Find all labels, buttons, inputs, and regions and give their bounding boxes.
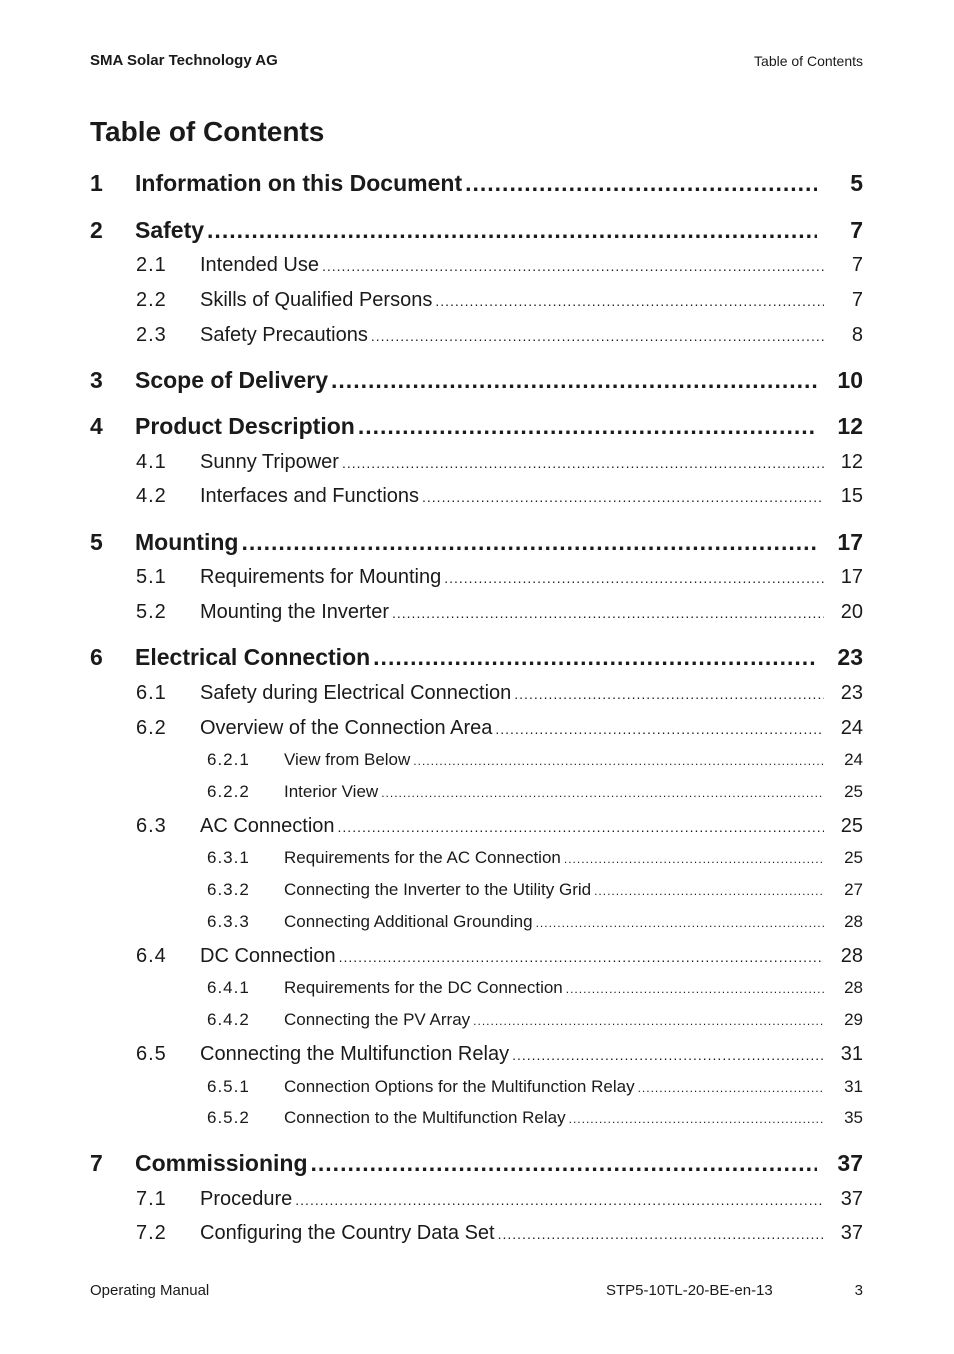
toc-entry-title: Mounting the Inverter (200, 601, 389, 623)
toc-entry-title: Sunny Tripower (200, 451, 339, 473)
toc-entry-title-wrap (200, 682, 824, 705)
toc-entry-number: 6.1 (136, 682, 167, 704)
toc-entry-title: Connecting the Multifunction Relay (200, 1043, 510, 1065)
toc-entry[interactable] (0, 254, 954, 280)
toc-entry-page: 27 (844, 880, 863, 899)
toc-entry-number: 7.1 (136, 1188, 167, 1210)
toc-entry-page: 7 (850, 217, 863, 243)
toc-entry-title-wrap (200, 815, 824, 838)
toc-entry-number: 5.2 (136, 601, 167, 623)
toc-entry-number: 4.1 (136, 451, 167, 473)
toc-leader-dots (512, 1047, 824, 1063)
toc-entry-title: Connection Options for the Multifunction Relay (284, 1077, 635, 1096)
toc-entry[interactable] (0, 289, 954, 315)
toc-entry-title-wrap (284, 1108, 824, 1128)
toc-entry[interactable] (0, 367, 954, 397)
toc-entry[interactable] (0, 880, 954, 902)
toc-entry-page: 7 (851, 254, 863, 276)
toc-entry-title-wrap (200, 945, 824, 968)
toc-entry-page: 12 (837, 413, 863, 439)
footer-page-number: 3 (854, 1282, 863, 1299)
toc-entry-title-wrap (200, 254, 824, 277)
toc-leader-dots (322, 258, 824, 274)
toc-entry-title-wrap (200, 566, 824, 589)
toc-entry-title: Information on this Document (135, 170, 463, 196)
toc-leader-dots (569, 1112, 824, 1126)
toc-leader-dots (495, 721, 824, 737)
toc-entry[interactable] (0, 912, 954, 934)
toc-entry-title: Interior View (284, 782, 379, 801)
toc-entry-title-wrap (284, 1010, 824, 1030)
toc-entry-number: 2.3 (136, 324, 167, 346)
toc-entry-page: 31 (840, 1043, 863, 1065)
toc-entry-page: 17 (840, 566, 863, 588)
page-title: Table of Contents (90, 116, 325, 147)
toc-entry[interactable] (0, 717, 954, 743)
toc-entry[interactable] (0, 848, 954, 870)
toc-entry-title: Safety (135, 217, 205, 243)
toc-leader-dots (514, 686, 824, 702)
toc-entry-title: Intended Use (200, 254, 319, 276)
toc-entry-page: 23 (837, 644, 863, 670)
toc-entry-number: 6.3.2 (207, 880, 250, 899)
toc-entry-title: DC Connection (200, 945, 336, 967)
toc-leader-dots (338, 819, 824, 835)
toc-entry-title-wrap (135, 367, 817, 394)
toc-entry-page: 20 (840, 601, 863, 623)
toc-entry[interactable] (0, 601, 954, 627)
toc-entry-title-wrap (284, 848, 824, 868)
toc-entry-title-wrap (284, 912, 824, 932)
toc-entry-number: 4 (90, 413, 103, 439)
toc-leader-dots (342, 455, 824, 471)
toc-entry-number: 6.5.2 (207, 1108, 250, 1127)
toc-entry-title: Connection to the Multifunction Relay (284, 1108, 566, 1127)
toc-leader-dots (473, 1014, 824, 1028)
toc-leader-dots (311, 1150, 817, 1177)
header-section: Table of Contents (754, 53, 863, 69)
toc-entry-page: 17 (837, 529, 863, 555)
toc-entry[interactable] (0, 782, 954, 804)
toc-entry-title-wrap (200, 601, 824, 624)
toc-leader-dots (295, 1192, 824, 1208)
toc-entry-title: Safety Precautions (200, 324, 368, 346)
toc-entry[interactable] (0, 815, 954, 841)
toc-entry-title: Requirements for the DC Connection (284, 978, 563, 997)
toc-entry[interactable] (0, 413, 954, 443)
toc-entry-number: 6.4.1 (207, 978, 250, 997)
toc-entry-page: 10 (837, 367, 863, 393)
toc-entry-page: 24 (844, 750, 863, 769)
toc-entry-title: Mounting (135, 529, 239, 555)
toc-entry-title-wrap (135, 217, 817, 244)
toc-entry-page: 31 (844, 1077, 863, 1096)
toc-entry[interactable] (0, 1010, 954, 1032)
toc-entry-title: View from Below (284, 750, 411, 769)
toc-leader-dots (381, 786, 824, 800)
toc-entry[interactable] (0, 945, 954, 971)
toc-entry-page: 25 (840, 815, 863, 837)
toc-entry-page: 28 (844, 912, 863, 931)
toc-entry-number: 5.1 (136, 566, 167, 588)
toc-entry-number: 7.2 (136, 1222, 167, 1244)
toc-entry[interactable] (0, 566, 954, 592)
toc-entry-title-wrap (284, 880, 824, 900)
toc-entry-title: Overview of the Connection Area (200, 717, 493, 739)
toc-leader-dots (435, 293, 824, 309)
toc-entry-title: AC Connection (200, 815, 335, 837)
toc-entry[interactable] (0, 1188, 954, 1214)
footer-doc-code: STP5-10TL-20-BE-en-13 (606, 1282, 773, 1299)
toc-entry-page: 23 (840, 682, 863, 704)
toc-entry-page: 12 (840, 451, 863, 473)
toc-entry-title-wrap (135, 1150, 817, 1177)
toc-entry-page: 28 (844, 978, 863, 997)
toc-entry-title-wrap (200, 451, 824, 474)
toc-entry-number: 2 (90, 217, 103, 243)
toc-entry-title-wrap (200, 1222, 824, 1245)
toc-entry-title: Connecting the Inverter to the Utility Grid (284, 880, 592, 899)
toc-entry-number: 6.4.2 (207, 1010, 250, 1029)
toc-entry-title-wrap (135, 644, 817, 671)
toc-entry[interactable] (0, 978, 954, 1000)
toc-entry-title: Procedure (200, 1188, 293, 1210)
toc-entry-title: Commissioning (135, 1150, 308, 1176)
toc-entry-title: Interfaces and Functions (200, 485, 420, 507)
header-company: SMA Solar Technology AG (90, 52, 278, 69)
toc-entry[interactable] (0, 1077, 954, 1099)
toc-entry-title-wrap (135, 413, 817, 440)
toc-entry-title: Electrical Connection (135, 644, 371, 670)
toc-entry[interactable] (0, 529, 954, 559)
toc-leader-dots (241, 529, 817, 556)
toc-entry-title-wrap (284, 978, 824, 998)
toc-entry-number: 6 (90, 644, 103, 670)
toc-leader-dots (444, 570, 824, 586)
toc-entry-page: 28 (840, 945, 863, 967)
toc-leader-dots (413, 754, 824, 768)
toc-entry-title-wrap (200, 1188, 824, 1211)
toc-entry[interactable] (0, 170, 954, 200)
toc-entry-title-wrap (284, 1077, 824, 1097)
toc-entry-title-wrap (200, 324, 824, 347)
toc-entry-title-wrap (284, 782, 824, 802)
toc-entry-page: 35 (844, 1108, 863, 1127)
toc-entry-page: 25 (844, 782, 863, 801)
toc-entry[interactable] (0, 451, 954, 477)
toc-entry[interactable] (0, 750, 954, 772)
toc-entry-number: 6.2.1 (207, 750, 250, 769)
toc-entry-title: Connecting the PV Array (284, 1010, 471, 1029)
toc-entry[interactable] (0, 1043, 954, 1069)
toc-entry-page: 7 (851, 289, 863, 311)
toc-leader-dots (536, 916, 824, 930)
toc-entry-title-wrap (200, 1043, 824, 1066)
toc-leader-dots (564, 852, 824, 866)
toc-leader-dots (566, 982, 824, 996)
toc-entry-page: 15 (840, 485, 863, 507)
toc-entry-number: 1 (90, 170, 103, 196)
toc-entry-number: 6.2.2 (207, 782, 250, 801)
toc-leader-dots (594, 884, 824, 898)
toc-entry-title: Product Description (135, 413, 355, 439)
footer-doc-type: Operating Manual (90, 1282, 210, 1299)
toc-entry-number: 2.1 (136, 254, 167, 276)
toc-entry-page: 37 (840, 1222, 863, 1244)
toc-entry[interactable] (0, 324, 954, 350)
toc-entry-page: 37 (837, 1150, 863, 1176)
toc-leader-dots (498, 1226, 824, 1242)
toc-entry-title-wrap (200, 485, 824, 508)
toc-entry-number: 6.4 (136, 945, 167, 967)
toc-entry[interactable] (0, 644, 954, 674)
toc-entry-title: Safety during Electrical Connection (200, 682, 512, 704)
toc-entry-number: 5 (90, 529, 103, 555)
toc-entry-title: Skills of Qualified Persons (200, 289, 433, 311)
toc-entry-title: Scope of Delivery (135, 367, 329, 393)
toc-entry[interactable] (0, 1108, 954, 1130)
toc-entry-number: 6.3.3 (207, 912, 250, 931)
toc-entry[interactable] (0, 1222, 954, 1248)
toc-entry-title: Configuring the Country Data Set (200, 1222, 495, 1244)
toc-leader-dots (392, 605, 824, 621)
toc-entry-number: 3 (90, 367, 103, 393)
toc-leader-dots (465, 170, 817, 197)
toc-entry-number: 6.5 (136, 1043, 167, 1065)
toc-entry-number: 4.2 (136, 485, 167, 507)
toc-entry-page: 29 (844, 1010, 863, 1029)
toc-entry-page: 24 (840, 717, 863, 739)
toc-entry[interactable] (0, 682, 954, 708)
toc-entry-number: 6.3 (136, 815, 167, 837)
toc-entry[interactable] (0, 485, 954, 511)
toc-entry[interactable] (0, 1150, 954, 1180)
toc-leader-dots (331, 367, 817, 394)
toc-entry[interactable] (0, 217, 954, 247)
toc-entry-page: 37 (840, 1188, 863, 1210)
toc-entry-number: 6.5.1 (207, 1077, 250, 1096)
toc-entry-page: 5 (850, 170, 863, 196)
toc-leader-dots (371, 328, 824, 344)
toc-entry-number: 7 (90, 1150, 103, 1176)
toc-leader-dots (339, 949, 824, 965)
toc-entry-title-wrap (135, 529, 817, 556)
toc-leader-dots (422, 489, 824, 505)
toc-entry-title: Connecting Additional Grounding (284, 912, 533, 931)
toc-leader-dots (358, 413, 817, 440)
toc-entry-title-wrap (200, 289, 824, 312)
toc-leader-dots (373, 644, 817, 671)
toc-entry-page: 8 (851, 324, 863, 346)
toc-entry-number: 2.2 (136, 289, 167, 311)
toc-entry-title: Requirements for Mounting (200, 566, 442, 588)
toc-leader-dots (207, 217, 817, 244)
toc-entry-number: 6.2 (136, 717, 167, 739)
toc-entry-page: 25 (844, 848, 863, 867)
toc-entry-title-wrap (200, 717, 824, 740)
toc-entry-title-wrap (284, 750, 824, 770)
toc-entry-title-wrap (135, 170, 817, 197)
toc-entry-title: Requirements for the AC Connection (284, 848, 561, 867)
toc-entry-number: 6.3.1 (207, 848, 250, 867)
toc-leader-dots (638, 1081, 824, 1095)
